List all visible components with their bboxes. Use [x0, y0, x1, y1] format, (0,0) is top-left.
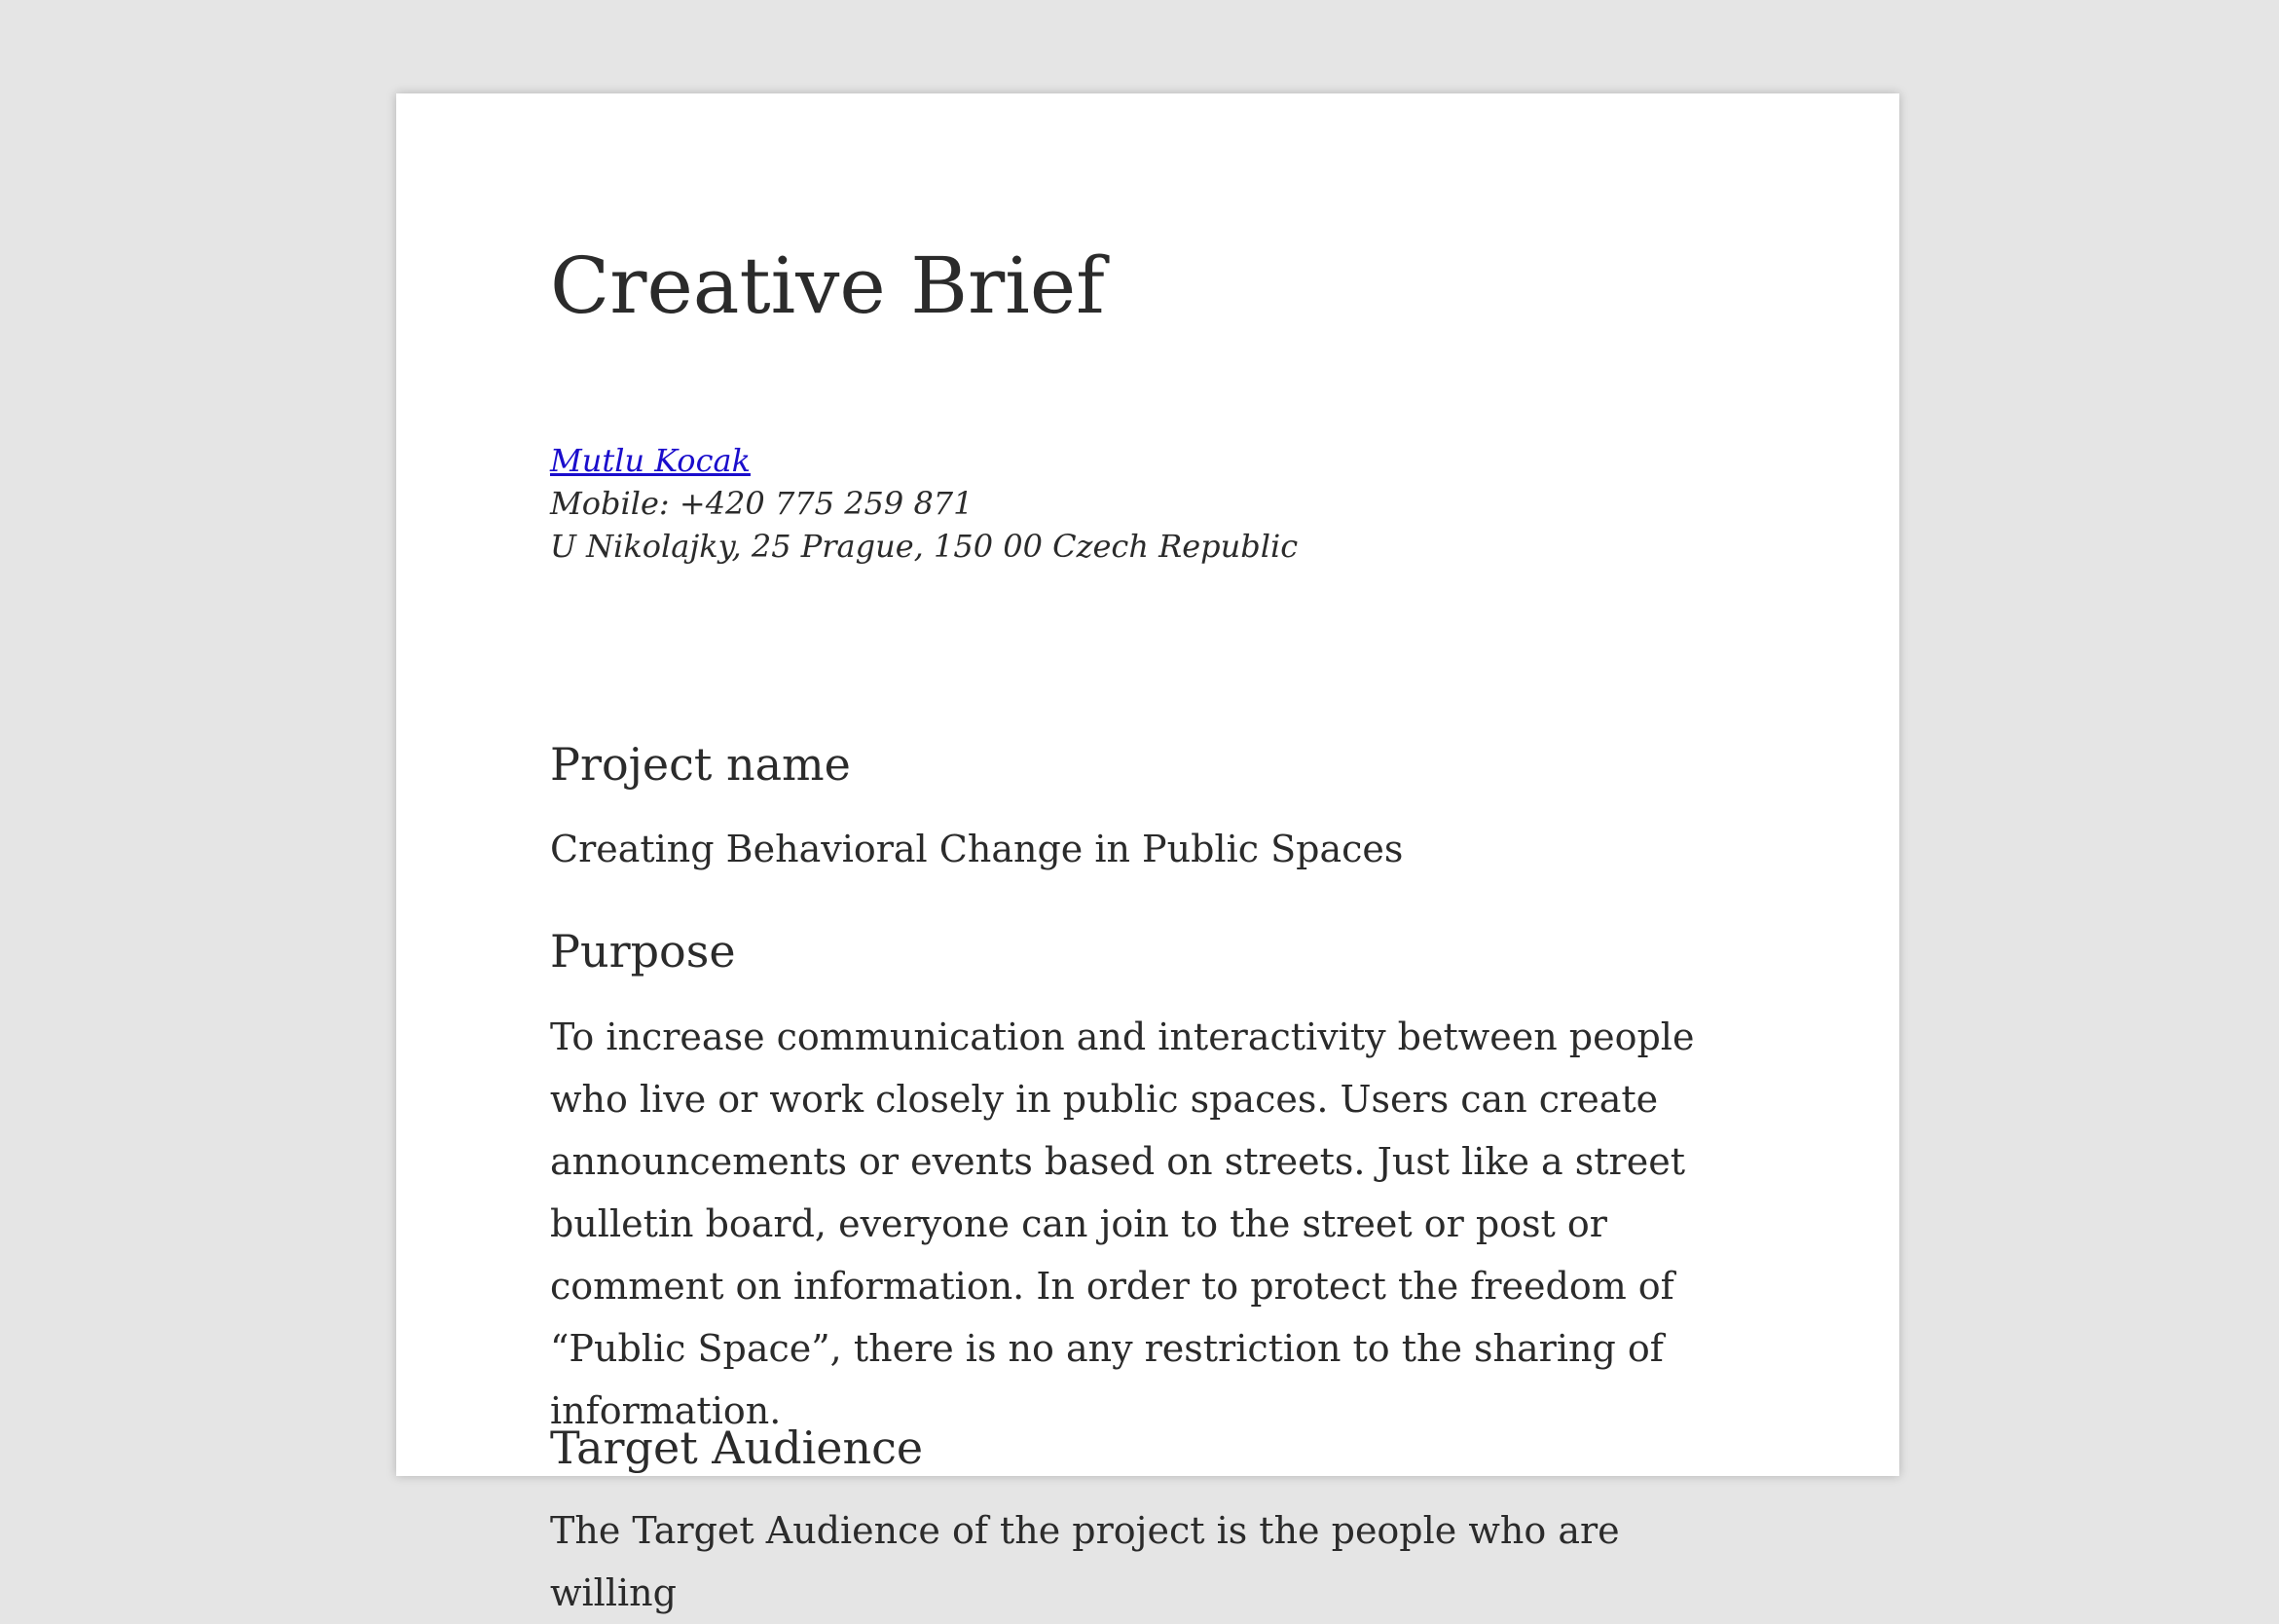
document-title: Creative Brief [550, 240, 1105, 331]
document-page [396, 93, 1899, 1614]
section-heading-purpose: Purpose [550, 925, 736, 978]
section-heading-project-name: Project name [550, 738, 851, 791]
contact-mobile: Mobile: +420 775 259 871 [550, 485, 974, 522]
section-heading-target-audience: Target Audience [550, 1421, 924, 1474]
contact-name-link[interactable]: Mutlu Kocak [550, 442, 751, 479]
section-body-target-audience: The Target Audience of the project is the people who are willing [550, 1509, 1620, 1614]
contact-block [550, 439, 1298, 568]
contact-address: U Nikolajky, 25 Prague, 150 00 Czech Republic [550, 528, 1299, 565]
section-body-purpose: To increase communication and interactivity between people who live or work closely in public spaces. Users can create announcements or events based on streets. Just like a street bulletin board, everyone can join to the street or post or comment on information. In order to protect the freedom of “Public Space”, there is no any restriction to the sharing of information. [550, 1015, 1695, 1432]
section-body-project-name: Creating Behavioral Change in Public Spaces [550, 828, 1404, 870]
